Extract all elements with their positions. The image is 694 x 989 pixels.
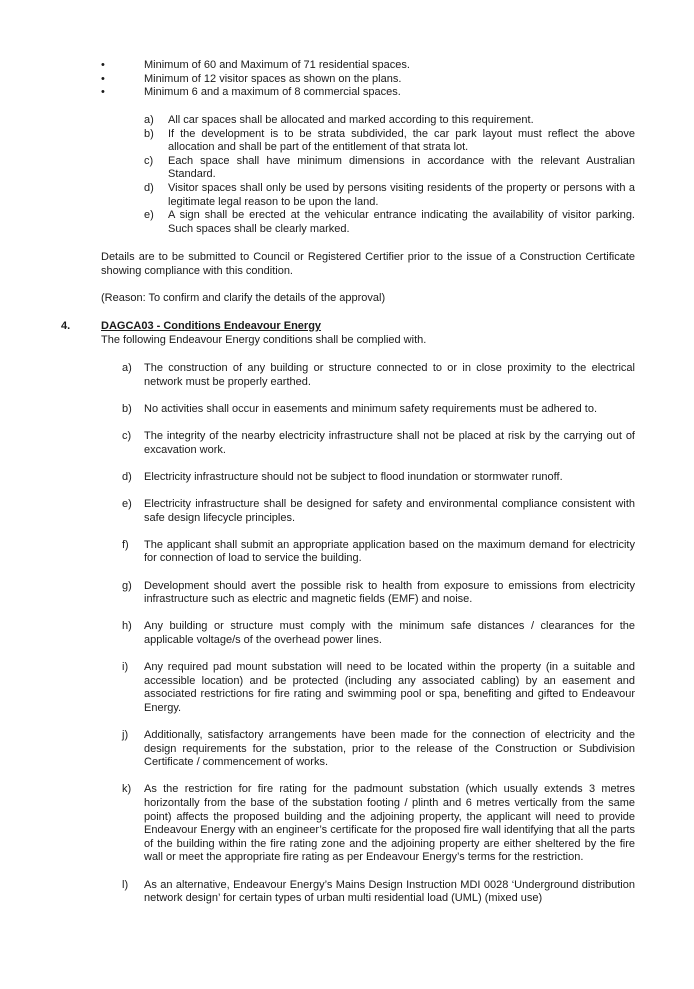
- list-item: [122, 580, 635, 607]
- item-label: b): [144, 127, 154, 140]
- list-item: [122, 471, 635, 485]
- item-text: The applicant shall submit an appropriate application based on the maximum demand for electricity for connection of load to service the building.: [144, 538, 635, 565]
- item-text: As the restriction for fire rating for the padmount substation (which usually extends 3 metres horizontally from the base of the substation footing / plinth and 6 metres vertically from the same point) affects the proposed building and the adjoining property, the applicant will need to provide Endeavour Energy with an engineer’s certificate for the proposed fire wall identifying that all the parts of the building within the fire rating zone and the adjoining property are either sheltered by the fire wall or meet the appropriate fire rating as per Endeavour Energy’s terms for the restriction.: [144, 783, 635, 864]
- item-label: h): [122, 620, 132, 633]
- item-label: b): [122, 402, 132, 415]
- reason-paragraph: (Reason: To confirm and clarify the details of the approval): [101, 292, 386, 304]
- details-paragraph: Details are to be submitted to Council or Registered Certifier prior to the issue of a Construction Certificate showing compliance with this condition.: [101, 251, 635, 277]
- item-text: Each space shall have minimum dimensions in accordance with the relevant Australian Standard.: [168, 154, 635, 181]
- parking-requirements-list: [144, 114, 635, 236]
- item-label: d): [144, 181, 154, 194]
- section-number: 4.: [61, 320, 71, 332]
- item-label: f): [122, 538, 129, 551]
- item-label: c): [144, 154, 154, 167]
- list-item: [144, 209, 635, 236]
- item-text: The construction of any building or structure connected to or in close proximity to the electrical network must be properly earthed.: [144, 362, 635, 388]
- item-label: d): [122, 470, 132, 483]
- parking-bullet-list: [101, 59, 635, 100]
- item-label: j): [122, 729, 129, 742]
- section-intro: The following Endeavour Energy conditions shall be complied with.: [101, 334, 427, 346]
- item-label: a): [144, 114, 154, 126]
- list-item: [122, 498, 635, 525]
- item-text: As an alternative, Endeavour Energy’s Mains Design Instruction MDI 0028 ‘Underground distribution network design’ for certain types of urban multi residential load (UML) (mixed use): [144, 878, 635, 905]
- list-item: [122, 729, 635, 770]
- item-label: e): [144, 209, 154, 222]
- item-text: No activities shall occur in easements and minimum safety requirements must be adhered to.: [144, 402, 598, 415]
- item-text: All car spaces shall be allocated and marked according to this requirement.: [168, 114, 534, 126]
- item-label: c): [122, 429, 132, 442]
- bullet-symbol: •: [101, 72, 105, 85]
- bullet-text: Minimum of 12 visitor spaces as shown on the plans.: [144, 72, 402, 85]
- list-item: [122, 879, 635, 906]
- bullet-text: Minimum of 60 and Maximum of 71 residential spaces.: [144, 59, 410, 71]
- item-text: Visitor spaces shall only be used by persons visiting residents of the property or persons with a legitimate legal reason to be upon the land.: [168, 181, 635, 208]
- bullet-symbol: •: [101, 86, 105, 99]
- item-text: Electricity infrastructure should not be subject to flood inundation or stormwater runoff.: [144, 470, 563, 483]
- list-item: [144, 128, 635, 155]
- list-item: [122, 783, 635, 865]
- list-item: [144, 155, 635, 182]
- section-title: DAGCA03 - Conditions Endeavour Energy: [101, 320, 322, 332]
- list-item: [122, 661, 635, 715]
- item-label: e): [122, 497, 132, 510]
- item-label: a): [122, 362, 132, 374]
- item-text: Any building or structure must comply with the minimum safe distances / clearances for the applicable voltage/s of the overhead power lines.: [144, 620, 635, 646]
- list-item: [144, 182, 635, 209]
- list-item: [122, 403, 635, 417]
- endeavour-conditions-list: [122, 362, 635, 919]
- bullet-symbol: •: [101, 59, 105, 71]
- item-text: A sign shall be erected at the vehicular entrance indicating the availability of visitor parking. Such spaces shall be clearly marked.: [168, 209, 635, 235]
- item-label: g): [122, 579, 132, 592]
- item-text: Development should avert the possible risk to health from exposure to emissions from electricity infrastructure such as electric and magnetic fields (EMF) and noise.: [144, 579, 635, 606]
- list-item: [101, 73, 635, 87]
- bullet-text: Minimum 6 and a maximum of 8 commercial spaces.: [144, 86, 401, 99]
- item-label: i): [122, 661, 129, 674]
- item-text: If the development is to be strata subdivided, the car park layout must reflect the above allocation and shall be part of the entitlement of that strata lot.: [168, 127, 635, 154]
- item-label: k): [122, 783, 132, 796]
- item-text: The integrity of the nearby electricity infrastructure shall not be placed at risk by the carrying out of excavation work.: [144, 429, 635, 456]
- list-item: [122, 362, 635, 389]
- list-item: [144, 114, 635, 128]
- item-text: Additionally, satisfactory arrangements have been made for the connection of electricity and the design requirements for the substation, prior to the release of the Construction or Subdivision Certificate / commencement of works.: [144, 729, 635, 769]
- item-text: Electricity infrastructure shall be designed for safety and environmental compliance consistent with safe design lifecycle principles.: [144, 497, 635, 524]
- list-item: [122, 539, 635, 566]
- list-item: [122, 430, 635, 457]
- list-item: [101, 86, 635, 100]
- list-item: [122, 620, 635, 647]
- list-item: [101, 59, 635, 73]
- item-text: Any required pad mount substation will need to be located within the property (in a suitable and accessible location) and be protected (including any associated cabling) by an easement and associated restrictions for fire rating and swimming pool or spa, benefiting and gifted to Endeavour Energy.: [144, 661, 635, 714]
- item-label: l): [122, 878, 129, 891]
